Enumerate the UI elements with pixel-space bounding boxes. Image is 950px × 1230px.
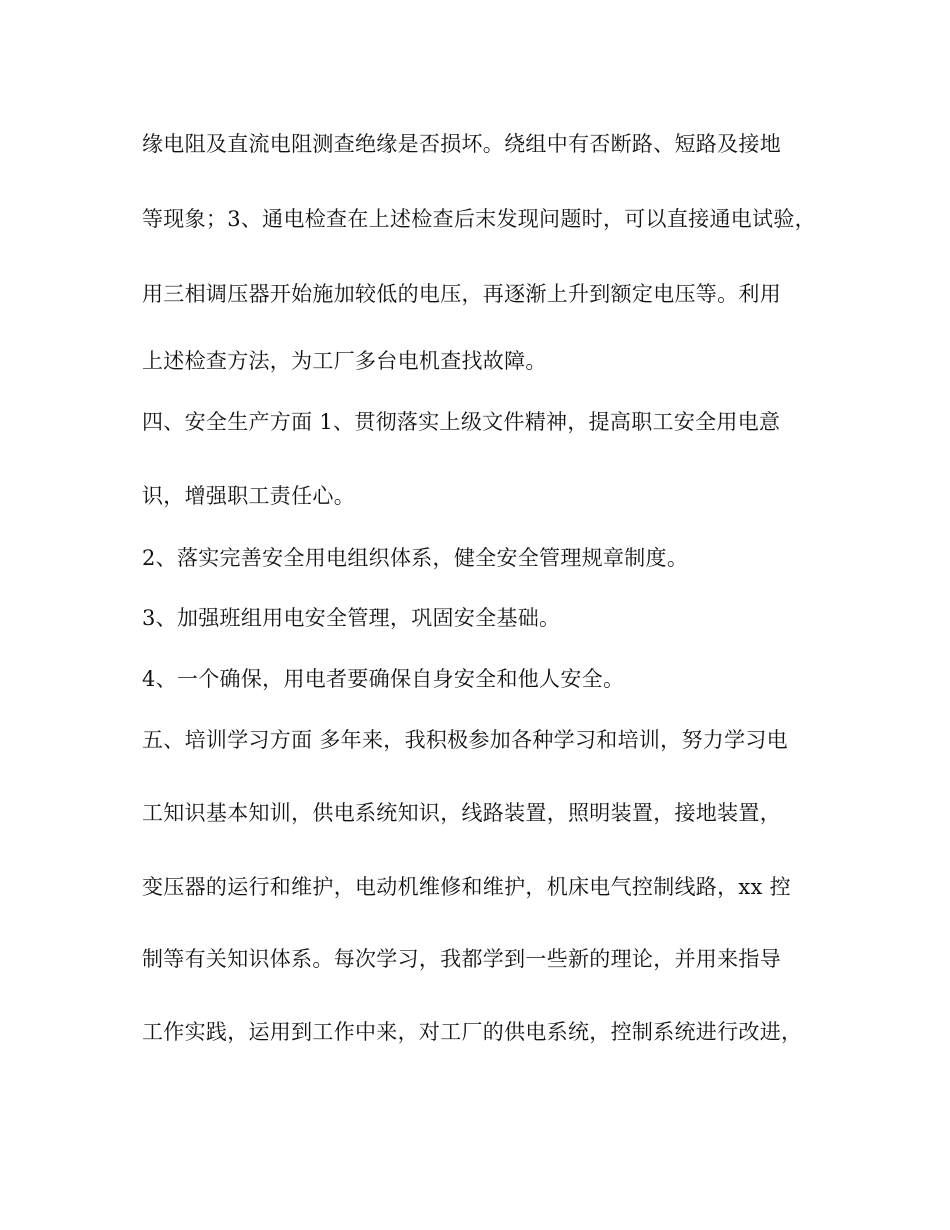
text-line: 变压器的运行和维护，电动机维修和维护，机床电气控制线路，xx 控 (142, 875, 791, 899)
list-item: 4、一个确保，用电者要确保自身安全和他人安全。 (142, 667, 625, 691)
text-line: 制等有关知识体系。每次学习，我都学到一些新的理论，并用来指导 (142, 947, 781, 971)
text-line: 工知识基本知训，供电系统知识，线路装置，照明装置，接地装置， (142, 801, 781, 825)
text-line: 上述检查方法，为工厂多台电机查找故障。 (142, 349, 547, 373)
list-item: 3、加强班组用电安全管理，巩固安全基础。 (142, 606, 561, 630)
section-heading-safety: 四、安全生产方面 1、贯彻落实上级文件精神，提高职工安全用电意 (142, 410, 781, 434)
text-line: 识，增强职工责任心。 (142, 484, 355, 508)
section-heading-training: 五、培训学习方面 多年来，我积极参加各种学习和培训，努力学习电 (142, 728, 788, 752)
text-line: 缘电阻及直流电阻测查绝缘是否损坏。绕组中有否断路、短路及接地 (142, 132, 781, 156)
text-line: 等现象；3、通电检查在上述检查后末发现问题时，可以直接通电试验， (142, 207, 816, 231)
text-line: 用三相调压器开始施加较低的电压，再逐渐上升到额定电压等。利用 (142, 282, 781, 306)
list-item: 2、落实完善安全用电组织体系，健全安全管理规章制度。 (142, 546, 689, 570)
text-line: 工作实践，运用到工作中来，对工厂的供电系统，控制系统进行改进， (142, 1020, 803, 1044)
